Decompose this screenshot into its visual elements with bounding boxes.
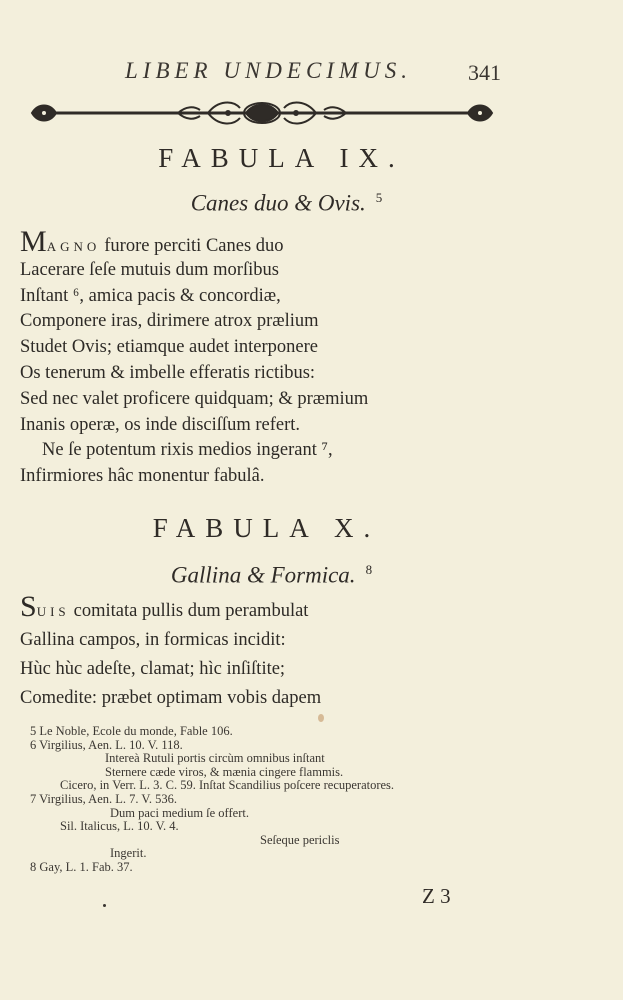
fable-subtitle bbox=[0, 190, 598, 217]
drop-initial: M bbox=[20, 225, 47, 258]
paper-stain bbox=[318, 714, 324, 722]
page-number: 341 bbox=[468, 60, 501, 85]
footnote-line: 7 Virgilius, Aen. L. 7. V. 536. bbox=[30, 791, 177, 806]
footnote-line: Seſeque periclis bbox=[260, 832, 340, 847]
verse-line: Inſtant ⁶, amica pacis & concordiæ, bbox=[20, 285, 281, 306]
verse-line: Lacerare ſeſe mutuis dum morſibus bbox=[20, 259, 279, 280]
decorative-dot bbox=[103, 904, 106, 907]
verse-text: comitata pullis dum perambulat bbox=[73, 601, 309, 621]
running-title: LIBER UNDECIMUS. bbox=[125, 58, 412, 83]
footnote-line: Sternere cæde viros, & mænia cingere flammis. bbox=[105, 764, 344, 779]
verse-line: Gallina campos, in formicas incidit: bbox=[20, 630, 286, 650]
verse-line: Hùc hùc adeſte, clamat; hìc inſiſtite; bbox=[20, 659, 286, 679]
footnote-line: Intereà Rutuli portis circùm omnibus inſtant bbox=[105, 751, 325, 766]
verse-block bbox=[20, 225, 460, 490]
footnote-line: 8 Gay, L. 1. Fab. 37. bbox=[30, 859, 133, 874]
verse-line bbox=[20, 225, 460, 258]
footnote-line: Cicero, in Verr. L. 3. C. 59. Inſtat Scandilius poſcere recuperatores. bbox=[60, 778, 395, 793]
fable-subtitle-text: Gallina & Formica. bbox=[170, 562, 356, 588]
footnote-line: Sil. Italicus, L. 10. V. 4. bbox=[60, 819, 179, 834]
verse-line: Comedite: præbet optimam vobis dapem bbox=[20, 688, 322, 708]
footnotes bbox=[30, 725, 510, 875]
footnote-line: Ingerit. bbox=[110, 846, 147, 861]
verse-block bbox=[20, 590, 460, 713]
verse-line: Studet Ovis; etiamque audet interponere bbox=[20, 337, 318, 358]
verse-line: Inanis operæ, os inde disciſſum refert. bbox=[20, 414, 301, 435]
small-caps-word: AGNO bbox=[46, 239, 101, 254]
fable-heading: FABULA X. bbox=[152, 513, 381, 543]
verse-line bbox=[20, 590, 460, 626]
running-head bbox=[0, 58, 623, 92]
verse-line: Os tenerum & imbelle efferatis rictibus: bbox=[20, 362, 316, 383]
fable-subtitle-text: Canes duo & Ovis. bbox=[190, 190, 366, 216]
small-caps-word: UIS bbox=[36, 604, 70, 619]
footnote-line: Dum paci medium ſe offert. bbox=[110, 805, 249, 820]
footnote-line: 6 Virgilius, Aen. L. 10. V. 118. bbox=[30, 737, 183, 752]
footnote-marker: 8 bbox=[365, 562, 373, 577]
footnote-marker: 5 bbox=[375, 190, 383, 205]
footnote-line: 5 Le Noble, Ecole du monde, Fable 106. bbox=[30, 724, 233, 738]
fable-subtitle bbox=[0, 562, 583, 589]
signature-mark: Z 3 bbox=[422, 884, 451, 908]
verse-text: furore perciti Canes duo bbox=[104, 236, 284, 256]
verse-line: Ne ſe potentum rixis medios ingerant ⁷, bbox=[42, 440, 333, 461]
verse-line: Componere iras, dirimere atrox prælium bbox=[20, 311, 319, 332]
verse-line: Infirmiores hâc monentur fabulâ. bbox=[20, 466, 265, 487]
drop-initial: S bbox=[20, 590, 37, 623]
verse-line: Sed nec valet proficere quidquam; & præmium bbox=[20, 388, 369, 409]
decorative-ornament-icon bbox=[28, 96, 496, 130]
fable-heading: FABULA IX. bbox=[158, 143, 405, 173]
